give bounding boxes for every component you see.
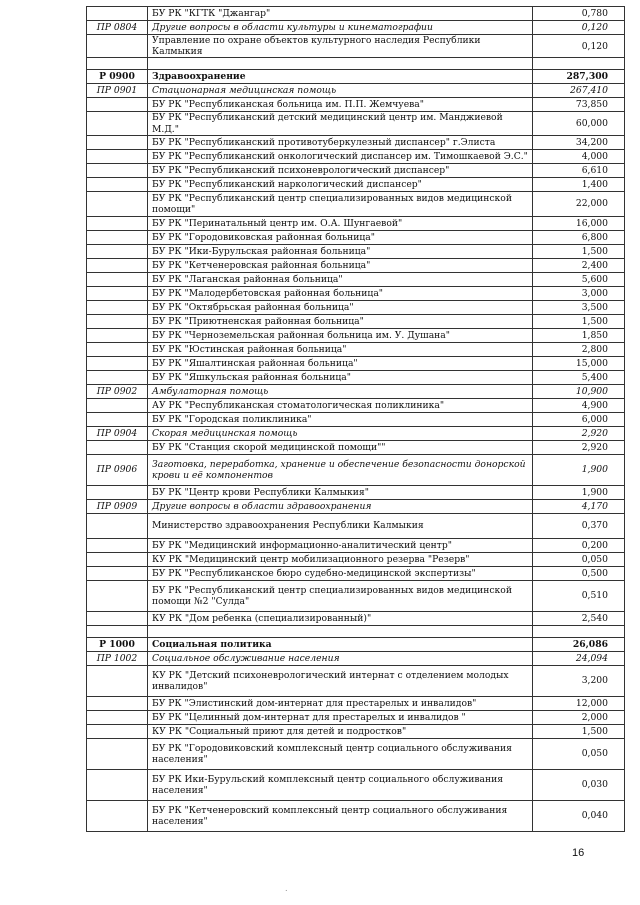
value-cell: 6,800: [533, 230, 625, 244]
table-row: [87, 163, 625, 177]
name-cell: БУ РК "Республиканский детский медицинский центр им. Манджиевой М.Д.": [148, 112, 533, 135]
table-row: [87, 230, 625, 244]
name-cell: БУ РК "Городовиковская районная больница": [148, 230, 533, 244]
value-cell: 10,900: [533, 384, 625, 398]
code-cell: ПР 0904: [87, 426, 148, 440]
table-row: [87, 398, 625, 412]
value-cell: 6,610: [533, 163, 625, 177]
value-cell: 0,030: [533, 769, 625, 800]
value-cell: 4,170: [533, 499, 625, 513]
name-cell: БУ РК "Октябрьская районная больница": [148, 300, 533, 314]
section-row: [87, 499, 625, 513]
value-cell: 1,500: [533, 314, 625, 328]
value-cell: 1,900: [533, 485, 625, 499]
code-cell: ПР 0906: [87, 454, 148, 485]
name-cell: АУ РК "Республиканская стоматологическая поликлиника": [148, 398, 533, 412]
value-cell: 5,600: [533, 272, 625, 286]
value-cell: 1,500: [533, 724, 625, 738]
code-cell: [87, 356, 148, 370]
value-cell: 0,040: [533, 800, 625, 831]
value-cell: 24,094: [533, 651, 625, 665]
table-row: [87, 440, 625, 454]
name-cell: КУ РК "Медицинский центр мобилизационного резерва "Резерв": [148, 552, 533, 566]
section-row: [87, 651, 625, 665]
name-cell: [148, 625, 533, 637]
code-cell: [87, 580, 148, 611]
code-cell: [87, 191, 148, 216]
name-cell: БУ РК "Черноземельская районная больница им. У. Душана": [148, 328, 533, 342]
table-row: [87, 485, 625, 499]
code-cell: [87, 286, 148, 300]
name-cell: БУ РК "Республиканский онкологический диспансер им. Тимошкаевой Э.С.": [148, 149, 533, 163]
code-cell: [87, 177, 148, 191]
code-cell: ПР 0902: [87, 384, 148, 398]
code-cell: [87, 149, 148, 163]
value-cell: 6,000: [533, 412, 625, 426]
name-cell: БУ РК "Элистинский дом-интернат для престарелых и инвалидов": [148, 696, 533, 710]
name-cell: БУ РК "Республиканский центр специализированных видов медицинской помощи": [148, 191, 533, 216]
name-cell: БУ РК "Медицинский информационно-аналитический центр": [148, 538, 533, 552]
scan-mark: .: [285, 884, 288, 893]
name-cell: БУ РК "КГТК "Джангар": [148, 7, 533, 21]
spacer-row: [87, 58, 625, 70]
name-cell: Заготовка, переработка, хранение и обеспечение безопасности донорской крови и её компонентов: [148, 454, 533, 485]
name-cell: Министерство здравоохранения Республики Калмыкия: [148, 513, 533, 538]
value-cell: 0,780: [533, 7, 625, 21]
section-row: [87, 21, 625, 35]
code-cell: [87, 35, 148, 58]
value-cell: 267,410: [533, 84, 625, 98]
code-cell: Р 0900: [87, 70, 148, 84]
code-cell: [87, 135, 148, 149]
code-cell: [87, 58, 148, 70]
table-row: [87, 370, 625, 384]
code-cell: [87, 440, 148, 454]
value-cell: 0,050: [533, 552, 625, 566]
code-cell: [87, 216, 148, 230]
table-row: [87, 696, 625, 710]
name-cell: БУ РК "Республиканский психоневрологический диспансер": [148, 163, 533, 177]
table-row: [87, 216, 625, 230]
table-row: [87, 710, 625, 724]
name-cell: БУ РК "Кетченеровский комплексный центр социального обслуживания населения": [148, 800, 533, 831]
name-cell: БУ РК "Приютненская районная больница": [148, 314, 533, 328]
table-row: [87, 513, 625, 538]
name-cell: БУ РК "Республиканский противотуберкулезный диспансер" г.Элиста: [148, 135, 533, 149]
code-cell: [87, 98, 148, 112]
table-row: [87, 191, 625, 216]
table-row: [87, 258, 625, 272]
table-row: [87, 580, 625, 611]
value-cell: 0,120: [533, 21, 625, 35]
code-cell: [87, 412, 148, 426]
value-cell: 4,900: [533, 398, 625, 412]
value-cell: 2,920: [533, 426, 625, 440]
value-cell: 0,050: [533, 738, 625, 769]
code-cell: [87, 230, 148, 244]
name-cell: Скорая медицинская помощь: [148, 426, 533, 440]
section-row: [87, 637, 625, 651]
table-row: [87, 300, 625, 314]
name-cell: БУ РК "Центр крови Республики Калмыкия": [148, 485, 533, 499]
name-cell: БУ РК "Юстинская районная больница": [148, 342, 533, 356]
table-row: [87, 112, 625, 135]
value-cell: 5,400: [533, 370, 625, 384]
value-cell: 26,086: [533, 637, 625, 651]
value-cell: 0,200: [533, 538, 625, 552]
code-cell: [87, 300, 148, 314]
page-number: 16: [572, 847, 585, 859]
table-row: [87, 7, 625, 21]
code-cell: [87, 552, 148, 566]
table-row: [87, 538, 625, 552]
value-cell: 287,300: [533, 70, 625, 84]
code-cell: Р 1000: [87, 637, 148, 651]
value-cell: 12,000: [533, 696, 625, 710]
table-row: [87, 552, 625, 566]
value-cell: 1,900: [533, 454, 625, 485]
name-cell: БУ РК "Яшалтинская районная больница": [148, 356, 533, 370]
name-cell: БУ РК "Перинатальный центр им. О.А. Шунгаевой": [148, 216, 533, 230]
name-cell: Амбулаторная помощь: [148, 384, 533, 398]
section-row: [87, 70, 625, 84]
name-cell: БУ РК "Городовиковский комплексный центр социального обслуживания населения": [148, 738, 533, 769]
name-cell: Другие вопросы в области здравоохранения: [148, 499, 533, 513]
value-cell: 4,000: [533, 149, 625, 163]
value-cell: 1,400: [533, 177, 625, 191]
name-cell: [148, 58, 533, 70]
table-row: [87, 800, 625, 831]
code-cell: [87, 625, 148, 637]
name-cell: БУ РК "Лаганская районная больница": [148, 272, 533, 286]
name-cell: Социальное обслуживание населения: [148, 651, 533, 665]
code-cell: [87, 258, 148, 272]
name-cell: Здравоохранение: [148, 70, 533, 84]
section-row: [87, 84, 625, 98]
code-cell: [87, 566, 148, 580]
value-cell: 0,510: [533, 580, 625, 611]
table-row: [87, 611, 625, 625]
name-cell: БУ РК "Городская поликлиника": [148, 412, 533, 426]
value-cell: 2,920: [533, 440, 625, 454]
value-cell: 15,000: [533, 356, 625, 370]
section-row: [87, 454, 625, 485]
value-cell: 2,000: [533, 710, 625, 724]
code-cell: [87, 244, 148, 258]
name-cell: БУ РК "Республиканская больница им. П.П. Жемчуева": [148, 98, 533, 112]
name-cell: Стационарная медицинская помощь: [148, 84, 533, 98]
name-cell: КУ РК "Социальный приют для детей и подростков": [148, 724, 533, 738]
name-cell: БУ РК Ики-Бурульский комплексный центр социального обслуживания населения": [148, 769, 533, 800]
name-cell: БУ РК "Ики-Бурульская районная больница": [148, 244, 533, 258]
value-cell: 16,000: [533, 216, 625, 230]
value-cell: 34,200: [533, 135, 625, 149]
code-cell: [87, 696, 148, 710]
code-cell: [87, 314, 148, 328]
section-row: [87, 384, 625, 398]
value-cell: 3,000: [533, 286, 625, 300]
code-cell: [87, 710, 148, 724]
value-cell: 2,400: [533, 258, 625, 272]
code-cell: [87, 163, 148, 177]
table-row: [87, 566, 625, 580]
code-cell: [87, 800, 148, 831]
budget-table: [86, 6, 625, 832]
code-cell: ПР 1002: [87, 651, 148, 665]
value-cell: [533, 625, 625, 637]
code-cell: [87, 538, 148, 552]
code-cell: [87, 665, 148, 696]
table-row: [87, 135, 625, 149]
table-row: [87, 724, 625, 738]
table-row: [87, 665, 625, 696]
table-row: [87, 314, 625, 328]
name-cell: БУ РК "Кетченеровская районная больница": [148, 258, 533, 272]
section-row: [87, 426, 625, 440]
code-cell: ПР 0909: [87, 499, 148, 513]
code-cell: [87, 112, 148, 135]
code-cell: [87, 272, 148, 286]
value-cell: 60,000: [533, 112, 625, 135]
table-row: [87, 342, 625, 356]
name-cell: БУ РК "Малодербетовская районная больница": [148, 286, 533, 300]
code-cell: [87, 611, 148, 625]
code-cell: [87, 370, 148, 384]
name-cell: БУ РК "Целинный дом-интернат для престарелых и инвалидов ": [148, 710, 533, 724]
value-cell: 22,000: [533, 191, 625, 216]
spacer-row: [87, 625, 625, 637]
value-cell: 2,540: [533, 611, 625, 625]
value-cell: 1,500: [533, 244, 625, 258]
table-row: [87, 177, 625, 191]
code-cell: [87, 398, 148, 412]
table-row: [87, 35, 625, 58]
table-row: [87, 356, 625, 370]
table-row: [87, 328, 625, 342]
name-cell: Управление по охране объектов культурного наследия Республики Калмыкия: [148, 35, 533, 58]
code-cell: ПР 0804: [87, 21, 148, 35]
name-cell: БУ РК "Станция скорой медицинской помощи"": [148, 440, 533, 454]
table-row: [87, 149, 625, 163]
value-cell: 2,800: [533, 342, 625, 356]
code-cell: [87, 738, 148, 769]
value-cell: 3,200: [533, 665, 625, 696]
name-cell: БУ РК "Яшкульская районная больница": [148, 370, 533, 384]
name-cell: КУ РК "Детский психоневрологический интернат с отделением молодых инвалидов": [148, 665, 533, 696]
code-cell: [87, 485, 148, 499]
code-cell: [87, 769, 148, 800]
value-cell: 0,370: [533, 513, 625, 538]
name-cell: КУ РК "Дом ребенка (специализированный)": [148, 611, 533, 625]
value-cell: 0,120: [533, 35, 625, 58]
table-row: [87, 98, 625, 112]
name-cell: БУ РК "Республиканский наркологический диспансер": [148, 177, 533, 191]
name-cell: БУ РК "Республиканское бюро судебно-медицинской экспертизы": [148, 566, 533, 580]
table-row: [87, 244, 625, 258]
table-row: [87, 272, 625, 286]
value-cell: 1,850: [533, 328, 625, 342]
value-cell: 73,850: [533, 98, 625, 112]
name-cell: Социальная политика: [148, 637, 533, 651]
table-row: [87, 769, 625, 800]
value-cell: 3,500: [533, 300, 625, 314]
table-row: [87, 286, 625, 300]
code-cell: [87, 7, 148, 21]
code-cell: [87, 513, 148, 538]
value-cell: [533, 58, 625, 70]
name-cell: БУ РК "Республиканский центр специализированных видов медицинской помощи №2 "Сулда": [148, 580, 533, 611]
code-cell: [87, 724, 148, 738]
table-row: [87, 738, 625, 769]
code-cell: [87, 328, 148, 342]
table-row: [87, 412, 625, 426]
name-cell: Другие вопросы в области культуры и кинематографии: [148, 21, 533, 35]
code-cell: [87, 342, 148, 356]
value-cell: 0,500: [533, 566, 625, 580]
code-cell: ПР 0901: [87, 84, 148, 98]
